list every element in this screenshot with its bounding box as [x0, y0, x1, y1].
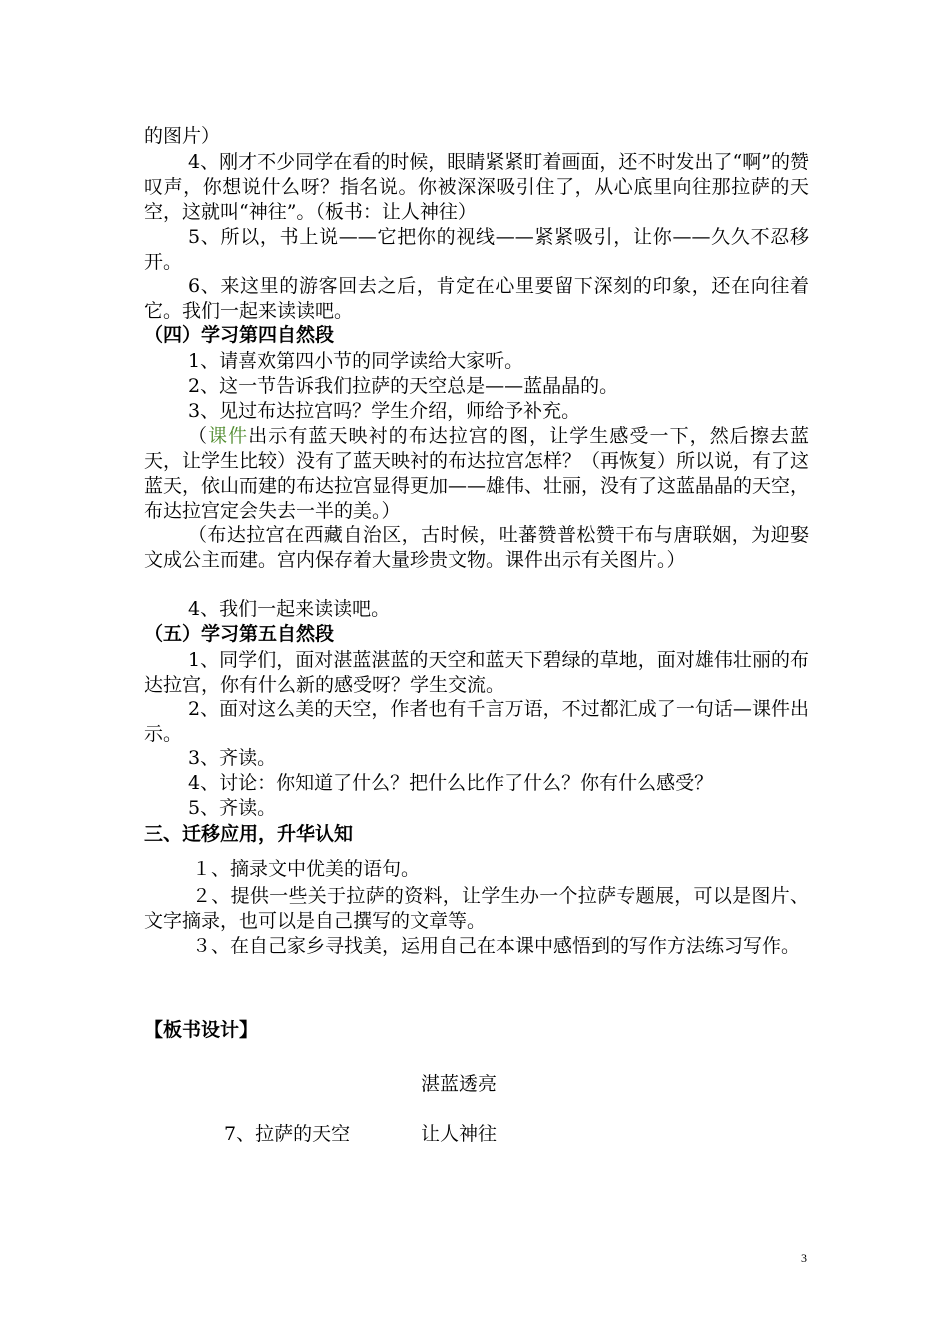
continuation-line: 的图片）	[144, 125, 221, 147]
section-3-item-3: ３、在自己家乡寻找美，运用自己在本课中感悟到的写作方法练习写作。	[192, 935, 801, 957]
section-5-item-4: 4、讨论：你知道了什么？把什么比作了什么？你有什么感受？	[188, 772, 714, 794]
section-4-note-a	[144, 424, 809, 524]
section-3-item-2: ２、提供一些关于拉萨的资料，让学生办一个拉萨专题展，可以是图片、文字摘录，也可以是自己撰写的文章等。	[144, 885, 809, 932]
board-design-heading: 【板书设计】	[144, 1019, 259, 1041]
courseware-keyword: 课件	[208, 425, 249, 447]
section-4-item-3: 3、见过布达拉宫吗？学生介绍，师给予补充。	[188, 400, 581, 422]
note-a-open: （	[188, 425, 209, 447]
section-5-item-3: 3、齐读。	[188, 747, 277, 769]
board-lesson-title: 7、拉萨的天空	[224, 1123, 351, 1145]
board-top-line: 湛蓝透亮	[421, 1073, 498, 1095]
section-3-item-1: １、摘录文中优美的语句。	[192, 858, 421, 880]
page-number: 3	[801, 1251, 807, 1265]
paragraph-4: 4、刚才不少同学在看的时候，眼睛紧紧盯着画面，还不时发出了“啊”的赞叹声，你想说什么呀？指名说。你被深深吸引住了，从心底里向往那拉萨的天空，这就叫“神往”。（板书：让人神往）	[144, 151, 809, 223]
paragraph-6: 6、来这里的游客回去之后，肯定在心里要留下深刻的印象，还在向往着它。我们一起来读读吧。	[144, 275, 809, 322]
note-a-rest: 出示有蓝天映衬的布达拉宫的图，让学生感受一下，然后擦去蓝天，让学生比较）没有了蓝天映衬的布达拉宫怎样？（再恢复）所以说，有了这蓝天，依山而建的布达拉宫显得更加——雄伟、壮丽，没有了这蓝晶晶的天空，布达拉宫定会失去一半的美。）	[144, 425, 810, 522]
section-4-item-2: 2、这一节告诉我们拉萨的天空总是——蓝晶晶的。	[188, 375, 619, 397]
section-5-item-2: 2、面对这么美的天空，作者也有千言万语，不过都汇成了一句话—课件出示。	[144, 698, 809, 745]
section-4-heading: （四）学习第四自然段	[144, 324, 335, 346]
section-4-item-4: 4、我们一起来读读吧。	[188, 598, 391, 620]
section-5-item-5: 5、齐读。	[188, 797, 277, 819]
board-right-line: 让人神往	[421, 1123, 498, 1145]
section-5-item-1: 1、同学们，面对湛蓝湛蓝的天空和蓝天下碧绿的草地，面对雄伟壮丽的布达拉宫，你有什么新的感受呀？学生交流。	[144, 649, 809, 696]
section-4-note-b: （布达拉宫在西藏自治区，古时候，吐蕃赞普松赞干布与唐联姻，为迎娶文成公主而建。宫内保存着大量珍贵文物。课件出示有关图片。）	[144, 524, 809, 571]
section-3-heading: 三、迁移应用，升华认知	[144, 823, 354, 845]
paragraph-5: 5、所以，书上说——它把你的视线——紧紧吸引，让你——久久不忍移开。	[144, 226, 809, 273]
section-5-heading: （五）学习第五自然段	[144, 623, 335, 645]
section-4-item-1: 1、请喜欢第四小节的同学读给大家听。	[188, 350, 524, 372]
